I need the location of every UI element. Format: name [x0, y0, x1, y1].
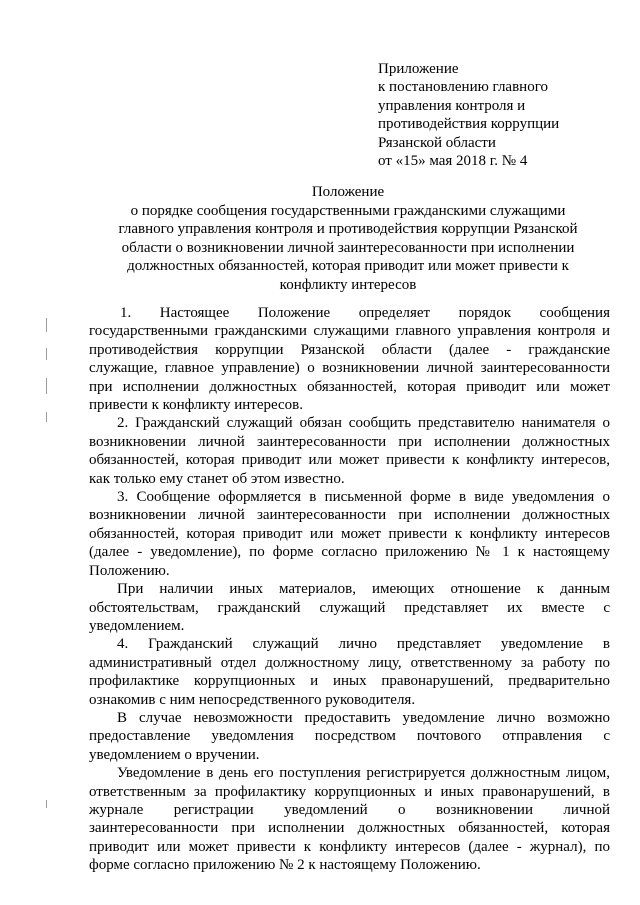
- paragraph-line: 3. Сообщение оформляется в письменной форме в виде уведомления о: [117, 489, 610, 506]
- paragraph-1: [89, 304, 610, 414]
- paragraph-line: В случае невозможности предоставить уведомление лично возможно: [117, 709, 610, 726]
- paragraph-line: уведомлением о вручении.: [89, 746, 260, 763]
- paragraph-line: обязанностей, которая приводит или может привести к конфликту интересов,: [89, 452, 610, 469]
- paragraph-2: [89, 414, 610, 488]
- paragraph-3: [89, 488, 610, 580]
- appendix-line: к постановлению главного: [378, 79, 548, 96]
- paragraph-line: привести к конфликту интересов.: [89, 397, 304, 414]
- title-line: должностных обязанностей, которая приводит или может привести к: [127, 258, 569, 275]
- title-line: области о возникновении личной заинтересованности при исполнении: [121, 239, 575, 256]
- appendix-line: управления контроля и: [378, 97, 526, 114]
- paragraph-line: обязанностей, которая приводит или может привести к конфликту интересов: [89, 525, 610, 542]
- scan-margin-mark: [46, 412, 47, 422]
- appendix-header: [378, 60, 618, 170]
- paragraph-4-registration: [89, 764, 610, 874]
- paragraph-line: ответственным за профилактику коррупционных и иных правонарушений, в: [89, 783, 610, 800]
- paragraph-line: 1. Настоящее Положение определяет порядок сообщения: [120, 305, 610, 321]
- appendix-line: противодействия коррупции: [378, 116, 560, 133]
- paragraph-line: государственными гражданскими служащими главного управления контроля и: [89, 323, 610, 340]
- title-line: Положение: [311, 184, 385, 200]
- paragraph-line: заинтересованности при исполнении должностных обязанностей, которая: [89, 820, 610, 837]
- paragraph-line: как только ему станет об этом известно.: [89, 470, 345, 487]
- paragraph-line: ознакомив с ним непосредственного руководителя.: [89, 691, 416, 708]
- appendix-date-line: от «15» мая 2018 г. № 4: [378, 153, 528, 170]
- paragraph-line: при исполнении должностных обязанностей, которая приводит или может: [89, 378, 610, 395]
- paragraph-4-cont: [89, 709, 610, 764]
- paragraph-line: возникновении личной заинтересованности при исполнении должностных: [89, 433, 610, 450]
- appendix-line: Рязанской области: [378, 134, 496, 151]
- paragraph-3-cont: [89, 580, 610, 635]
- title-line: конфликту интересов: [279, 276, 417, 293]
- paragraph-line: служащие, главное управление) о возникновении личной заинтересованности: [89, 360, 610, 377]
- paragraph-line: форме согласно приложению № 2 к настоящему Положению.: [89, 857, 481, 874]
- paragraph-line: уведомлением.: [89, 617, 185, 634]
- paragraph-line: (далее - уведомление), по форме согласно приложению № 1 к настоящему: [89, 544, 610, 561]
- paragraph-line: 2. Гражданский служащий обязан сообщить представителю нанимателя о: [117, 415, 610, 432]
- document-title: [86, 183, 610, 295]
- paragraph-line: При наличии иных материалов, имеющих отношение к данным: [117, 581, 610, 598]
- paragraph-line: приводит или может привести к конфликту интересов (далее - журнал), по: [89, 838, 610, 855]
- paragraph-line: Уведомление в день его поступления регистрируется должностным лицом,: [117, 765, 610, 782]
- paragraph-line: 4. Гражданский служащий лично представляет уведомление в: [117, 636, 610, 653]
- paragraph-line: противодействия коррупции Рязанской области (далее - гражданские: [89, 341, 610, 358]
- paragraph-line: Положению.: [89, 562, 170, 579]
- paragraph-line: возникновении личной заинтересованности при исполнении должностных: [89, 507, 610, 524]
- appendix-line: Приложение: [378, 61, 459, 77]
- title-line: о порядке сообщения государственными гражданскими служащими: [130, 202, 566, 219]
- paragraph-line: журнале регистрации уведомлений о возникновении личной: [89, 801, 610, 818]
- document-body: [89, 304, 610, 875]
- paragraph-line: профилактике коррупционных и иных правонарушений, предварительно: [89, 673, 610, 690]
- scan-margin-mark: [46, 378, 47, 394]
- paragraph-line: обстоятельствам, гражданский служащий представляет их вместе с: [89, 599, 610, 616]
- scan-margin-mark: [46, 800, 47, 808]
- paragraph-line: административный отдел должностному лицу, ответственному за работу по: [89, 654, 610, 671]
- scan-margin-mark: [46, 348, 47, 360]
- title-line: главного управления контроля и противодействия коррупции Рязанской: [118, 221, 578, 238]
- paragraph-4: [89, 635, 610, 709]
- scan-margin-mark: [46, 318, 47, 332]
- paragraph-line: предоставление уведомления посредством почтового отправления с: [89, 728, 610, 745]
